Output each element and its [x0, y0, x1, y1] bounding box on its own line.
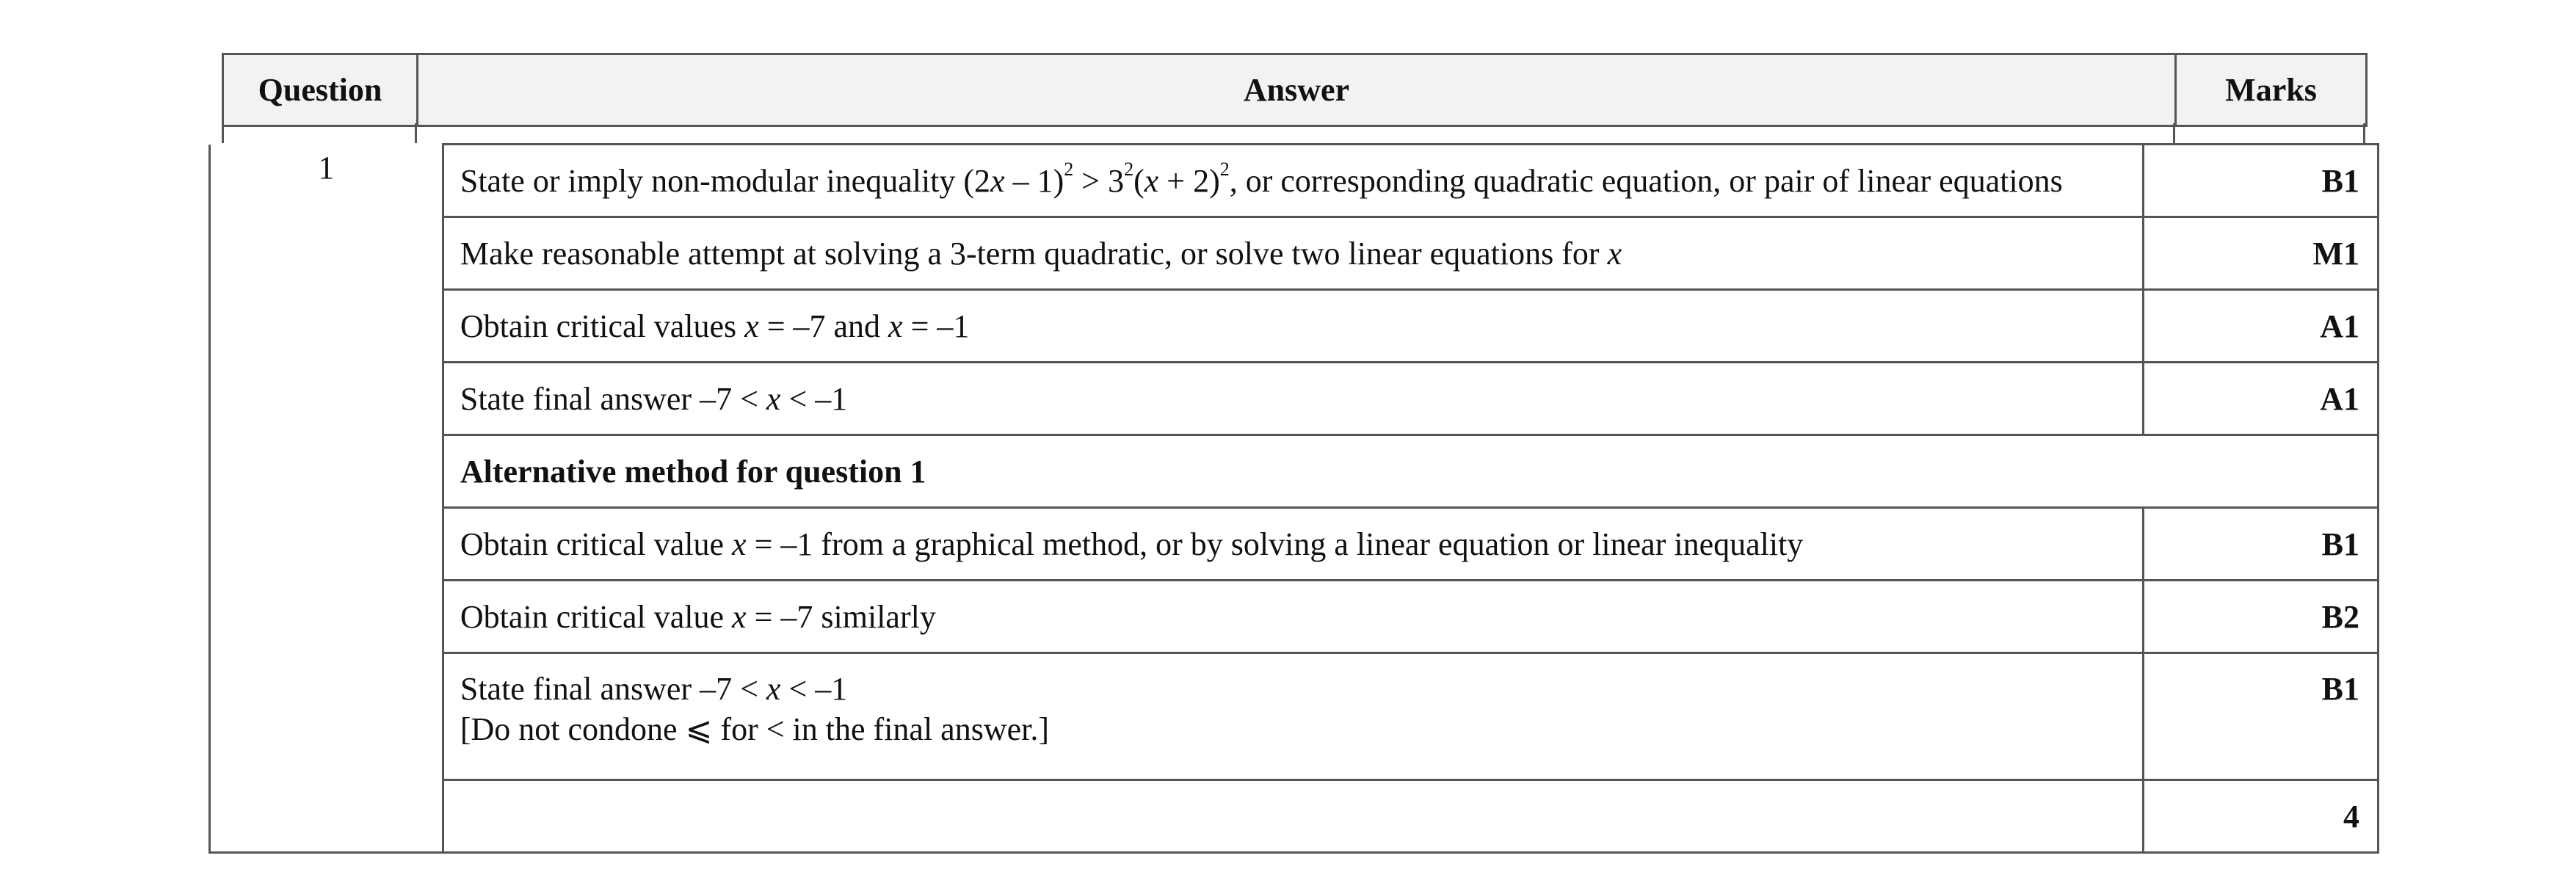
answer-variable: x [1144, 162, 1159, 199]
table-row [210, 581, 2379, 653]
table-row [210, 145, 2379, 217]
answer-cell [443, 363, 2143, 435]
header-tick-marks [2173, 123, 2175, 143]
mark-scheme-header [222, 53, 2368, 127]
answer-text: + 2) [1158, 162, 1220, 199]
answer-text: = –1 from a graphical method, or by solving a linear equation or linear inequality [746, 526, 1804, 562]
answer-superscript: 2 [1064, 158, 1074, 180]
header-tick-right [2363, 123, 2365, 143]
answer-variable: x [766, 380, 781, 417]
table-row [210, 653, 2379, 780]
answer-text: , or corresponding quadratic equation, or pair of linear equations [1229, 162, 2063, 199]
answer-cell [443, 145, 2143, 217]
header-answer: Answer [418, 54, 2176, 126]
answer-variable: x [732, 526, 747, 562]
table-row [210, 217, 2379, 290]
answer-variable: x [990, 162, 1005, 199]
answer-variable: x [1607, 235, 1622, 272]
table-row [210, 290, 2379, 363]
answer-text: < –1 [780, 671, 848, 707]
header-question: Question [223, 54, 418, 126]
header-tick-left [222, 123, 224, 143]
answer-text: Make reasonable attempt at solving a 3-term quadratic, or solve two linear equations for [460, 235, 1608, 272]
answer-superscript: 2 [1124, 158, 1134, 180]
table-row [210, 508, 2379, 581]
answer-text: State or imply non-modular inequality (2 [460, 162, 991, 199]
answer-cell [443, 217, 2143, 290]
mark-cell: A1 [2143, 290, 2378, 363]
mark-cell: B2 [2143, 581, 2378, 653]
answer-variable: x [744, 308, 759, 344]
answer-cell [443, 290, 2143, 363]
table-row [210, 780, 2379, 853]
answer-text: ( [1133, 162, 1144, 199]
answer-text: State final answer –7 < [460, 380, 766, 417]
answer-text: = –1 [902, 308, 970, 344]
answer-text: > 3 [1073, 162, 1125, 199]
answer-text: = –7 similarly [746, 598, 936, 635]
answer-text: Obtain critical value [460, 526, 733, 562]
answer-text: < –1 [780, 380, 848, 417]
mark-cell: B1 [2143, 653, 2378, 780]
answer-superscript: 2 [1219, 158, 1230, 180]
header-tick-answer [415, 123, 417, 143]
table-row [210, 363, 2379, 435]
answer-cell [443, 508, 2143, 581]
mark-scheme-table [208, 143, 2379, 854]
total-marks-cell: 4 [2143, 780, 2378, 853]
alternative-method-heading: Alternative method for question 1 [443, 435, 2378, 508]
answer-variable: x [888, 308, 903, 344]
answer-cell [443, 653, 2143, 780]
question-number: 1 [210, 145, 443, 853]
answer-variable: x [766, 671, 781, 707]
header-marks: Marks [2176, 54, 2367, 126]
total-answer-cell [443, 780, 2143, 853]
mark-cell: A1 [2143, 363, 2378, 435]
mark-cell: M1 [2143, 217, 2378, 290]
answer-text: Obtain critical values [460, 308, 745, 344]
answer-variable: x [732, 598, 747, 635]
answer-note: [Do not condone ⩽ for < in the final answer.] [460, 711, 1049, 747]
answer-cell [443, 581, 2143, 653]
mark-cell: B1 [2143, 145, 2378, 217]
answer-text: = –7 and [758, 308, 889, 344]
answer-text: – 1) [1004, 162, 1064, 199]
answer-text: Obtain critical value [460, 598, 733, 635]
table-row [210, 435, 2379, 508]
answer-text: State final answer –7 < [460, 671, 766, 707]
mark-cell: B1 [2143, 508, 2378, 581]
